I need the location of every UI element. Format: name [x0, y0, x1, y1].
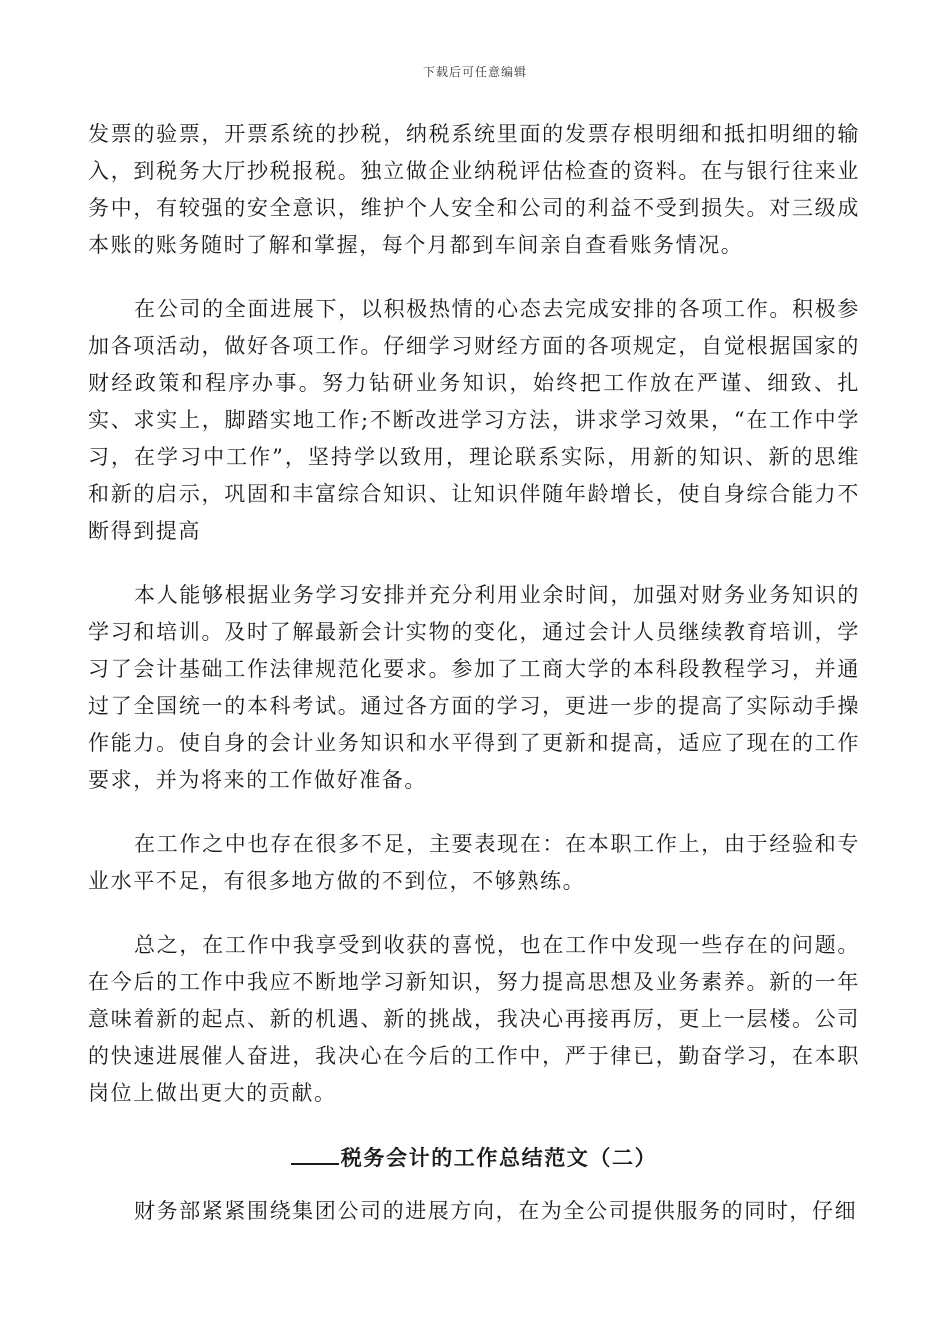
paragraph-3: 本人能够根据业务学习安排并充分利用业余时间，加强对财务业务知识的学习和培训。及时了解最新会计实物的变化，通过会计人员继续教育培训，学习了会计基础工作法律规范化要求。参加了工商大学的本科段教程学习，并通过了全国统一的本科考试。通过各方面的学习，更进一步的提高了实际动手操作能力。使自身的会计业务知识和水平得到了更新和提高，适应了现在的工作要求，并为将来的工作做好准备。 [88, 583, 860, 792]
running-header: 下载后可任意编辑 [422, 65, 527, 79]
document-body [88, 116, 860, 1257]
section-heading-text: 税务会计的工作总结范文（二） [340, 1145, 658, 1170]
title-blank-underline [291, 1141, 339, 1165]
paragraph-5: 总之，在工作中我享受到收获的喜悦，也在工作中发现一些存在的问题。在今后的工作中我应不断地学习新知识，努力提高思想及业务素养。新的一年意味着新的起点、新的机遇、新的挑战，我决心再接再厉，更上一层楼。公司的快速进展催人奋进，我决心在今后的工作中，严于律已，勤奋学习，在本职岗位上做出更大的贡献。 [88, 933, 860, 1105]
paragraph-1: 发票的验票，开票系统的抄税，纳税系统里面的发票存根明细和抵扣明细的输入，到税务大厅抄税报税。独立做企业纳税评估检查的资料。在与银行往来业务中，有较强的安全意识，维护个人安全和公司的利益不受到损失。对三级成本账的账务随时了解和掌握，每个月都到车间亲自查看账务情况。 [88, 122, 860, 257]
paragraph-6: 财务部紧紧围绕集团公司的进展方向，在为全公司提供服务的同时，仔细 [134, 1199, 858, 1223]
paragraph-2: 在公司的全面进展下，以积极热情的心态去完成安排的各项工作。积极参加各项活动，做好各项工作。仔细学习财经方面的各项规定，自觉根据国家的财经政策和程序办事。努力钻研业务知识，始终把工作放在严谨、细致、扎实、求实上，脚踏实地工作;不断改进学习方法，讲求学习效果，“在工作中学习，在学习中工作”，坚持学以致用，理论联系实际，用新的知识、新的思维和新的启示，巩固和丰富综合知识、让知识伴随年龄增长，使自身综合能力不断得到提高 [88, 297, 860, 543]
paragraph-4: 在工作之中也存在很多不足，主要表现在：在本职工作上，由于经验和专业水平不足，有很多地方做的不到位，不够熟练。 [88, 832, 860, 893]
section-heading [88, 1139, 860, 1176]
